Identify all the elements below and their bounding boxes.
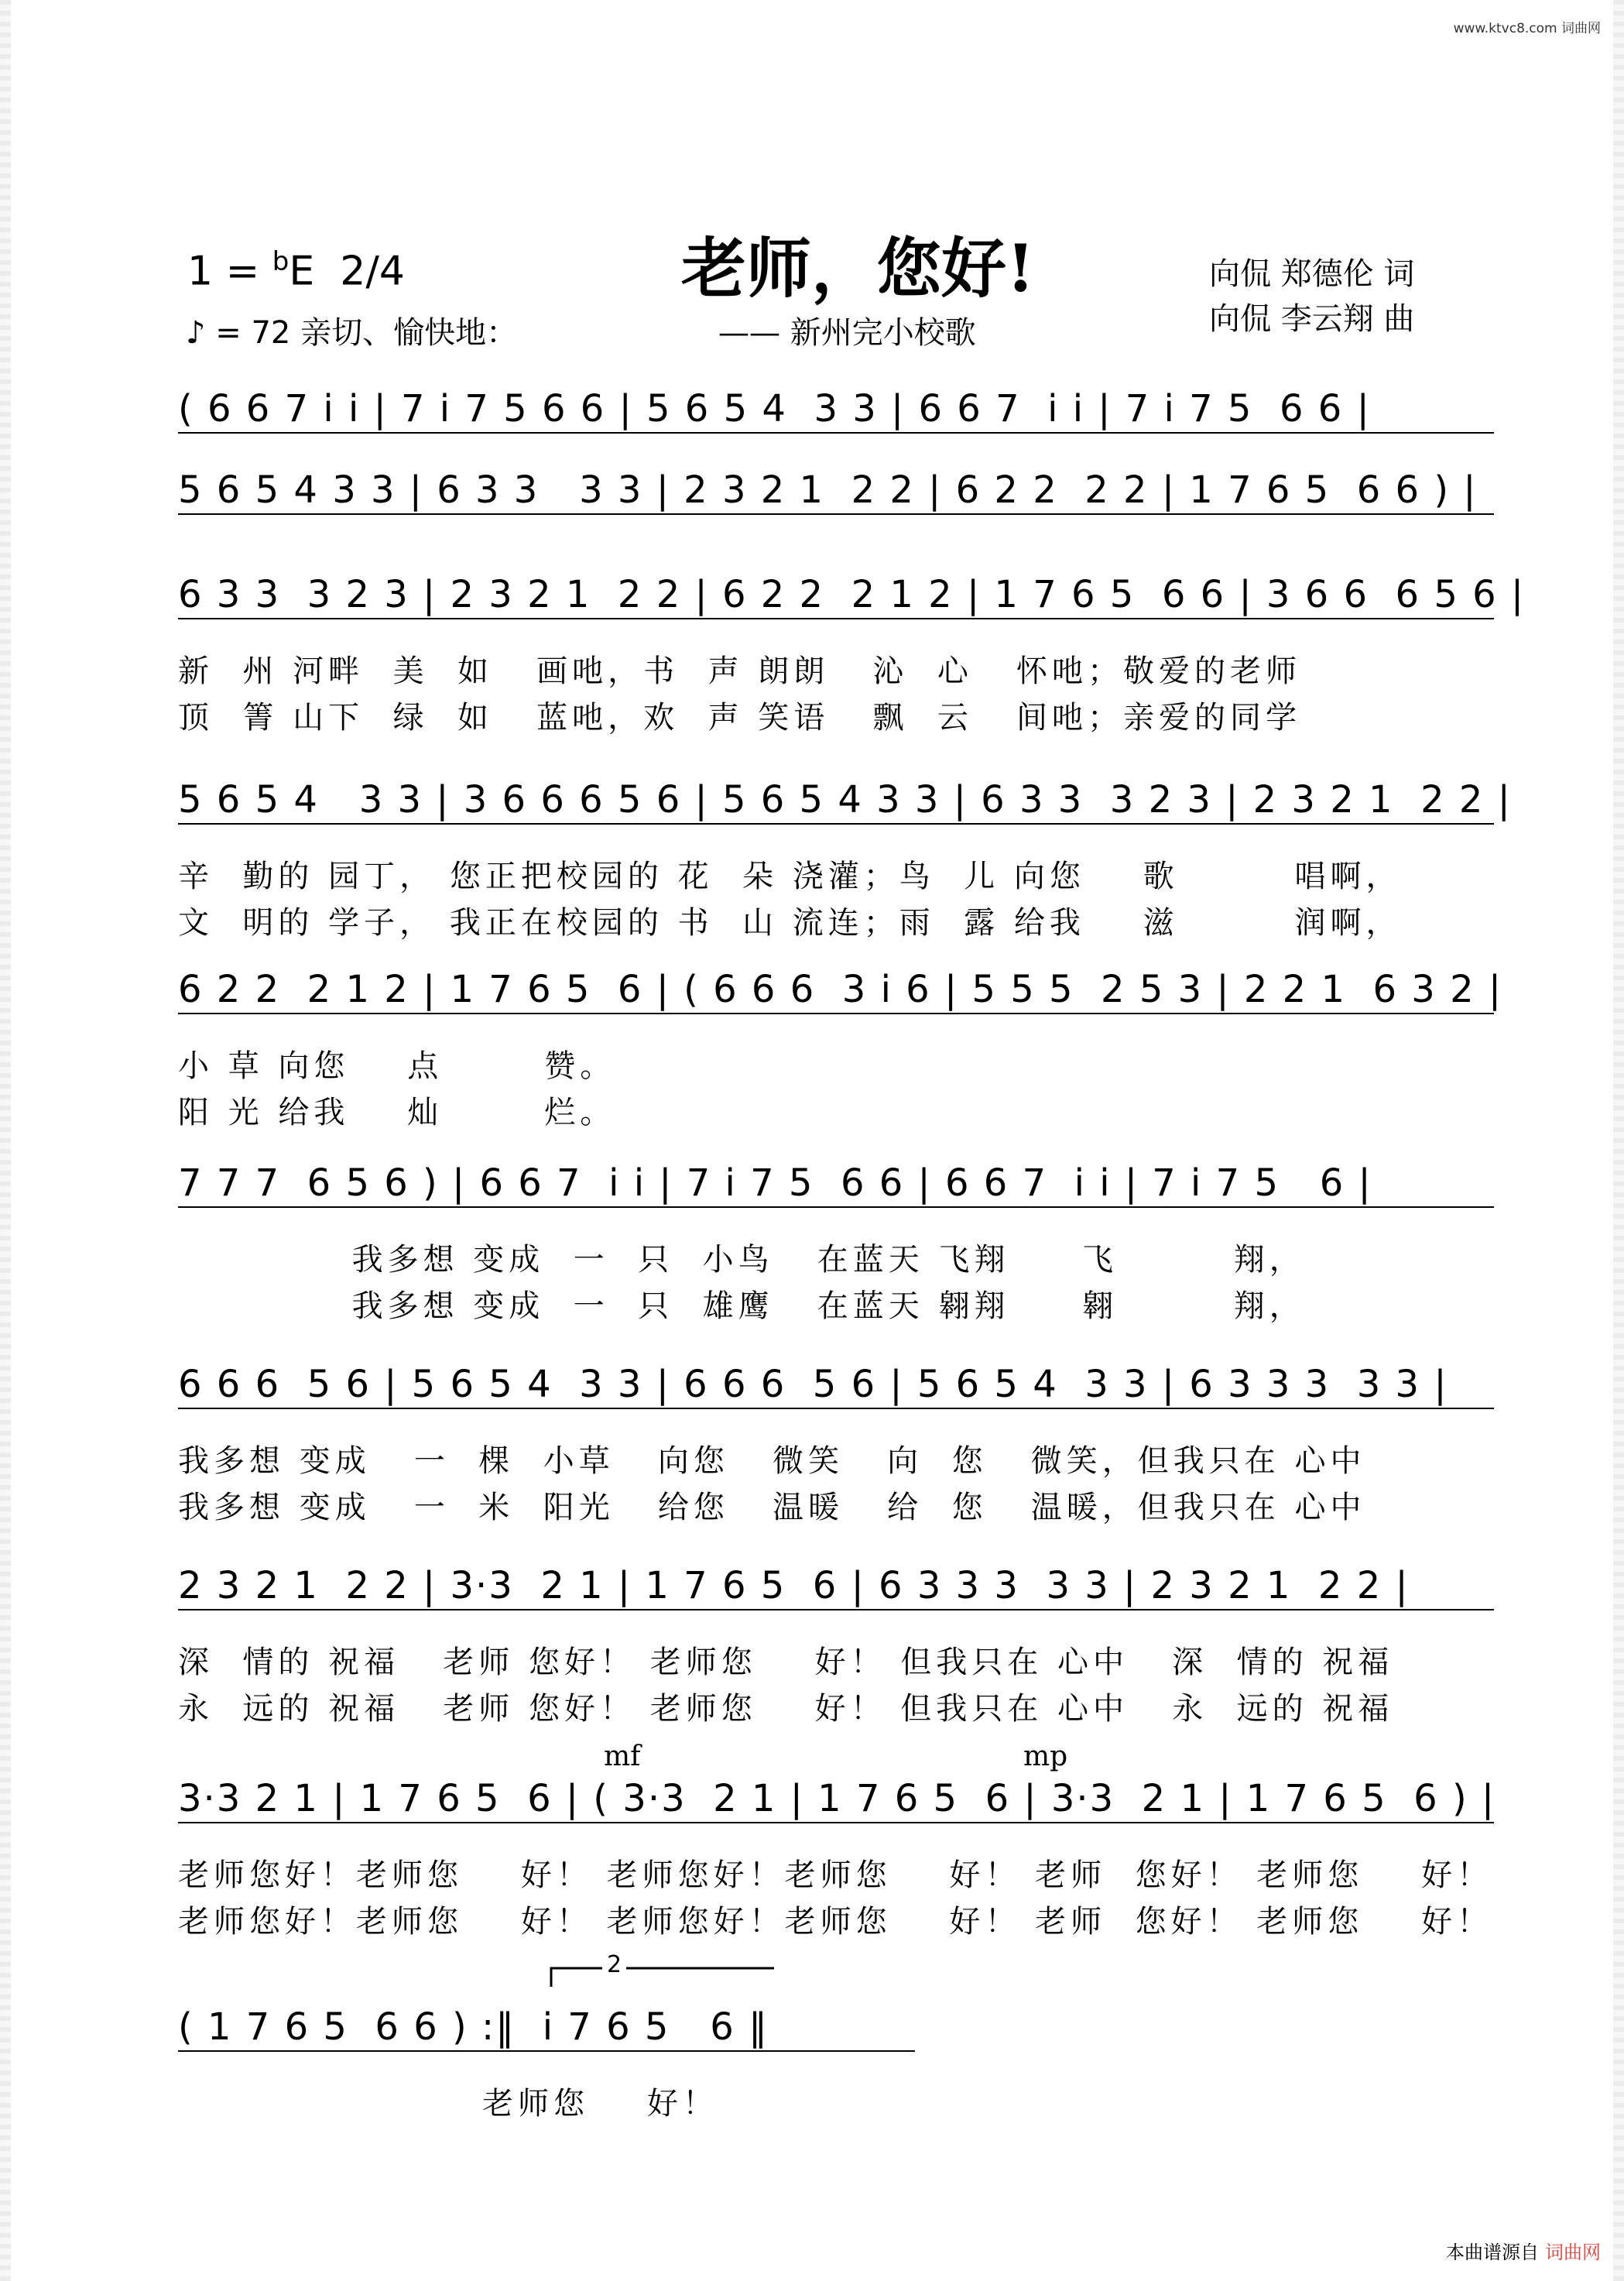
music-system (178, 468, 1494, 569)
music-system (178, 778, 1512, 941)
lyric-verse-2: 顶 箐 山下 绿 如 蓝吔，欢 声 笑语 飘 云 间吔；亲爱的同学 (178, 700, 1302, 736)
lyric-verse-1: 我多想 变成 一 只 小鸟 在蓝天 飞翔 飞 翔， (178, 1242, 1305, 1278)
lyric-verse-2: 永 远的 祝福 老师 您好！ 老师您 好！ 但我只在 心中 永 远的 祝福 (178, 1691, 1394, 1727)
notation-line: 2 3 2 1 2 2 | 3·3 2 1 | 1 7 6 5 6 | 6 3 3 3 3 3 | 2 3 2 1 2 2 | (178, 1564, 1410, 1607)
key-note: E (289, 248, 315, 295)
lyric-verse-1: 辛 勤的 园丁， 您正把校园的 花 朵 浇灌；鸟 儿 向您 歌 唱啊， (178, 859, 1402, 894)
beam-underline (178, 2050, 915, 2052)
music-system (178, 1777, 1496, 1940)
dynamic-mp: mp (1023, 1741, 1068, 1772)
lyric-verse-1: 我多想 变成 一 棵 小草 向您 微笑 向 您 微笑，但我只在 心中 (178, 1443, 1366, 1479)
lyricist-credit: 向侃 郑德伦 词 (1209, 256, 1415, 292)
expression-text: 亲切、愉快地： (300, 315, 518, 351)
key-signature (187, 246, 405, 294)
lyric-verse-1: 老师您 好！ (178, 2086, 718, 2122)
page-title: 老师，您好! (681, 230, 1035, 307)
notation-line: 5 6 5 4 3 3 | 6 3 3 3 3 | 2 3 2 1 2 2 | 6 2 2 2 2 | 1 7 6 5 6 6 ) | (178, 468, 1478, 512)
dynamic-mf: mf (604, 1741, 641, 1772)
music-system (178, 573, 1526, 736)
beam-underline (178, 823, 1494, 825)
source-brand: 词曲网 (1545, 2242, 1601, 2263)
volta-number: 2 (602, 1951, 626, 1978)
lyric-verse-2: 我多想 变成 一 米 阳光 给您 温暖 给 您 温暖，但我只在 心中 (178, 1490, 1366, 1525)
volta-bracket (550, 1957, 782, 1988)
lyric-verse-1: 老师您好！老师您 好！ 老师您好！老师您 好！ 老师 您好！ 老师您 好！ (178, 1857, 1493, 1893)
beam-underline (178, 618, 1494, 619)
beam-underline (178, 513, 1494, 515)
notation-line: 6 2 2 2 1 2 | 1 7 6 5 6 | ( 6 6 6 3 i 6 | 5 5 5 2 5 3 | 2 2 1 6 3 2 | (178, 968, 1503, 1011)
music-system (178, 1161, 1494, 1324)
music-system (178, 2005, 1494, 2122)
source-credit (1446, 2237, 1601, 2264)
lyric-verse-2: 阳 光 给我 灿 烂。 (178, 1095, 616, 1130)
source-label: 本曲谱源自 (1446, 2242, 1539, 2263)
notation-line: 5 6 5 4 3 3 | 3 6 6 6 5 6 | 5 6 5 4 3 3 | 6 3 3 3 2 3 | 2 3 2 1 2 2 | (178, 778, 1512, 822)
lyric-verse-1: 新 州 河畔 美 如 画吔，书 声 朗朗 沁 心 怀吔；敬爱的老师 (178, 653, 1302, 689)
beam-underline (178, 1408, 1494, 1409)
flat-sign: b (272, 246, 290, 277)
music-system (178, 968, 1503, 1130)
notation-line: ( 1 7 6 5 6 6 ) :‖ i 7 6 5 6 ‖ (178, 2005, 769, 2049)
beam-underline (178, 1609, 1494, 1610)
right-margin-strip (1613, 0, 1624, 2281)
notation-line: 7 7 7 6 5 6 ) | 6 6 7 i i | 7 i 7 5 6 6 | 6 6 7 i i | 7 i 7 5 6 | (178, 1161, 1372, 1205)
lyric-verse-2: 文 明的 学子， 我正在校园的 书 山 流连；雨 露 给我 滋 润啊， (178, 905, 1402, 941)
notation-line: 6 6 6 5 6 | 5 6 5 4 3 3 | 6 6 6 5 6 | 5 6 5 4 3 3 | 6 3 3 3 3 3 | (178, 1363, 1448, 1406)
beam-underline (178, 1013, 1494, 1014)
site-watermark: www.ktvc8.com 词曲网 (1453, 21, 1601, 36)
time-signature: 2/4 (340, 248, 405, 295)
tempo-value: ♪ = 72 (186, 315, 291, 351)
left-margin-strip (0, 0, 11, 2281)
beam-underline (178, 1206, 1494, 1208)
notation-line: 6 3 3 3 2 3 | 2 3 2 1 2 2 | 6 2 2 2 1 2 | 1 7 6 5 6 6 | 3 6 6 6 5 6 | (178, 573, 1526, 616)
beam-underline (178, 432, 1494, 434)
composer-credit: 向侃 李云翔 曲 (1209, 301, 1415, 337)
notation-line: ( 6 6 7 i i | 7 i 7 5 6 6 | 5 6 5 4 3 3 | 6 6 7 i i | 7 i 7 5 6 6 | (178, 387, 1371, 430)
key-prefix: 1 = (187, 248, 272, 295)
lyric-verse-2: 我多想 变成 一 只 雄鹰 在蓝天 翱翔 翱 翔， (178, 1288, 1305, 1324)
beam-underline (178, 1822, 1494, 1823)
lyric-verse-1: 小 草 向您 点 赞。 (178, 1048, 616, 1084)
notation-line: 3·3 2 1 | 1 7 6 5 6 | ( 3·3 2 1 | 1 7 6 5 6 | 3·3 2 1 | 1 7 6 5 6 ) | (178, 1777, 1496, 1820)
music-system (178, 1363, 1494, 1525)
music-system (178, 1564, 1494, 1727)
lyric-verse-2: 老师您好！老师您 好！ 老师您好！老师您 好！ 老师 您好！ 老师您 好！ (178, 1904, 1493, 1940)
lyric-verse-1: 深 情的 祝福 老师 您好！ 老师您 好！ 但我只在 心中 深 情的 祝福 (178, 1645, 1394, 1680)
subtitle: —— 新州完小校歌 (718, 315, 976, 351)
tempo-marking (186, 308, 517, 352)
